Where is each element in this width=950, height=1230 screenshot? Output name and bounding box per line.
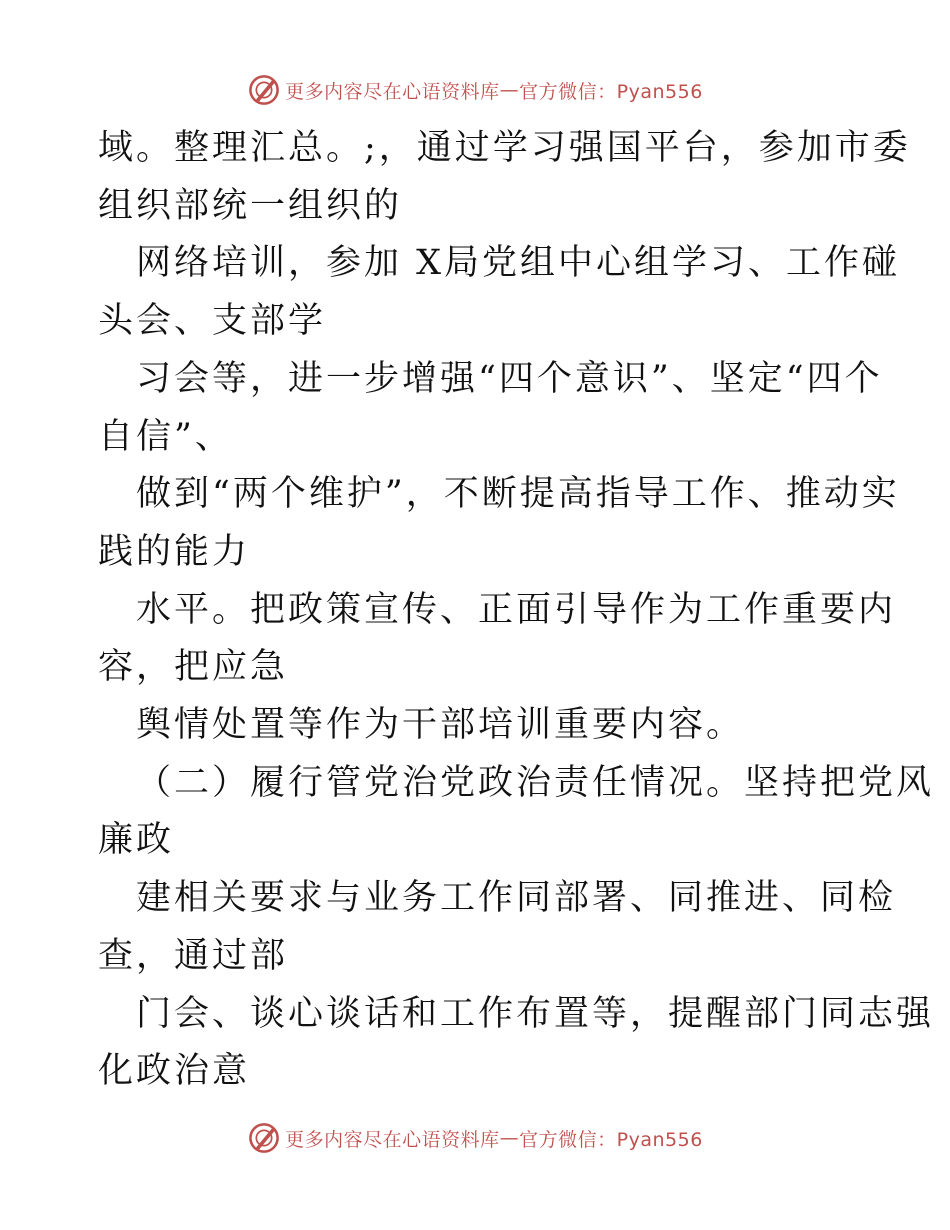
pen-logo-icon: [247, 1121, 281, 1155]
text-line: 建相关要求与业务工作同部署、同推进、同检: [136, 878, 897, 919]
text-line: 组织部统一组织的: [98, 185, 403, 226]
document-body: [98, 120, 935, 1101]
header-wechat-text: 官方微信：Pyan556: [519, 80, 703, 103]
header-site-text: 更多内容尽在心语资料库: [285, 80, 500, 103]
text-line: 网络培训，参加 X局党组中心组学习、工作碰: [136, 243, 901, 284]
text-line: 门会、谈心谈话和工作布置等，提醒部门同志强: [136, 993, 935, 1034]
header-separator: —: [499, 79, 520, 101]
footer-wechat-text: 官方微信：Pyan556: [519, 1128, 703, 1151]
footer-separator: —: [499, 1127, 520, 1149]
text-line: 查，通过部: [98, 935, 289, 976]
pen-logo-icon: [247, 73, 281, 107]
text-line: 容，把应急: [98, 647, 289, 688]
header-banner: [0, 70, 950, 110]
text-line: 水平。把政策宣传、正面引导作为工作重要内: [136, 589, 897, 630]
text-line: 廉政: [98, 820, 175, 861]
footer-site-text: 更多内容尽在心语资料库: [285, 1128, 500, 1151]
text-line: 做到“两个维护”，不断提高指导工作、推动实: [136, 474, 900, 515]
text-line: 头会、支部学: [98, 301, 327, 342]
text-line: 化政治意: [98, 1051, 251, 1092]
text-line: 习会等，进一步增强“四个意识”、坚定“四个: [136, 358, 883, 399]
text-line: 践的能力: [98, 531, 251, 572]
footer-banner: [0, 1118, 950, 1158]
text-line: 域。整理汇总。;，通过学习强国平台，参加市委: [98, 128, 911, 168]
text-line: 舆情处置等作为干部培训重要内容。: [136, 705, 745, 746]
text-line: 自信”、: [98, 416, 233, 457]
text-line: （二）履行管党治党政治责任情况。坚持把党风: [136, 762, 935, 803]
